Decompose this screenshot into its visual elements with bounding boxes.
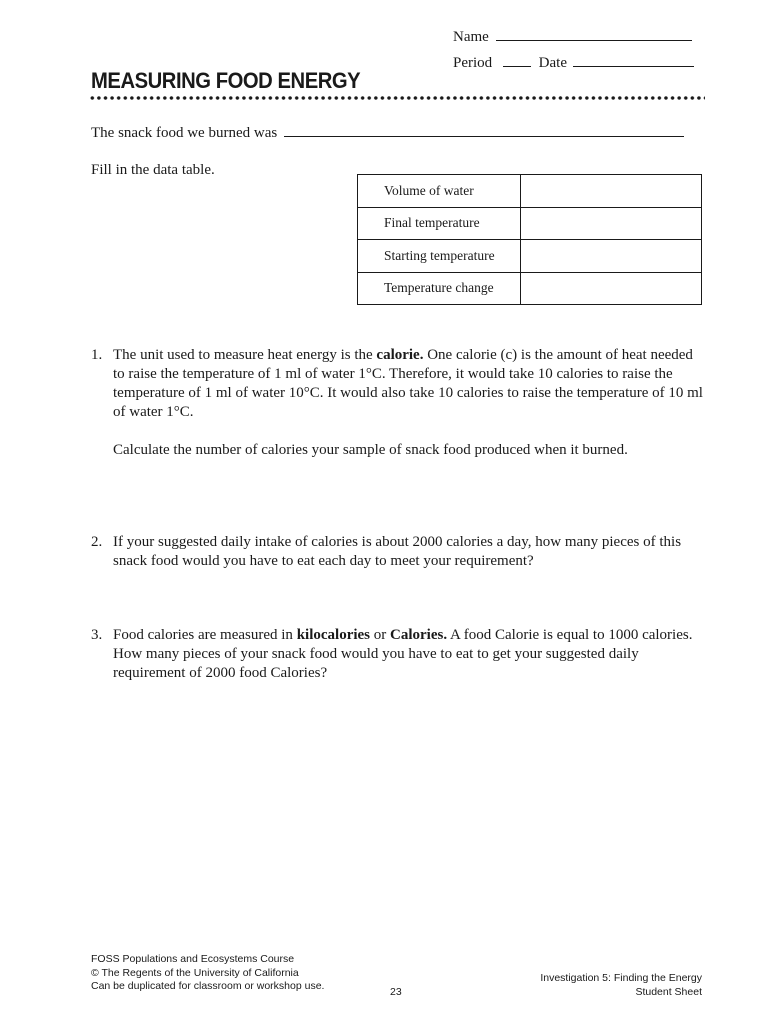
row-value-cell[interactable] bbox=[521, 240, 702, 273]
row-label: Volume of water bbox=[358, 175, 521, 208]
page-number: 23 bbox=[390, 986, 402, 998]
question-number: 1. bbox=[91, 347, 103, 363]
name-blank[interactable] bbox=[496, 27, 692, 41]
question-1 bbox=[91, 346, 703, 460]
period-blank[interactable] bbox=[503, 53, 531, 67]
table-row bbox=[358, 272, 702, 305]
footer-investigation: Investigation 5: Finding the Energy bbox=[540, 972, 702, 984]
footer-sheet-type: Student Sheet bbox=[635, 985, 702, 998]
table-row bbox=[358, 175, 702, 208]
period-date-row bbox=[453, 53, 694, 72]
row-label: Starting temperature bbox=[358, 240, 521, 273]
question-text: The unit used to measure heat energy is the calorie. One calorie (c) is the amount of heat needed to raise the temperature of 1 ml of water 1°C. Therefore, it would take 10 calories to raise the temperature of 1 ml of water 10°C. It would also take 10 calories to raise the temperature of 10 ml of water 1°C. bbox=[113, 347, 703, 420]
dotted-divider bbox=[89, 95, 705, 101]
name-field-row bbox=[453, 27, 692, 46]
snack-blank[interactable] bbox=[284, 123, 684, 137]
row-label: Temperature change bbox=[358, 272, 521, 305]
footer-investigation-block bbox=[540, 972, 702, 999]
row-label: Final temperature bbox=[358, 207, 521, 240]
table-row bbox=[358, 207, 702, 240]
period-label: Period bbox=[453, 55, 493, 71]
question-number: 3. bbox=[91, 627, 103, 643]
footer-permission: Can be duplicated for classroom or workshop use. bbox=[91, 980, 325, 992]
row-value-cell[interactable] bbox=[521, 207, 702, 240]
footer-credits bbox=[91, 953, 324, 994]
question-text: If your suggested daily intake of calories is about 2000 calories a day, how many pieces of this snack food would you have to eat each day to meet your requirement? bbox=[113, 534, 682, 569]
name-label: Name bbox=[453, 29, 489, 45]
row-value-cell[interactable] bbox=[521, 272, 702, 305]
question-followup: Calculate the number of calories your sample of snack food produced when it burned. bbox=[113, 442, 628, 458]
snack-prompt-row bbox=[91, 123, 684, 143]
question-number: 2. bbox=[91, 534, 103, 550]
table-row bbox=[358, 240, 702, 273]
question-text: Food calories are measured in kilocalories or Calories. A food Calorie is equal to 1000 calories. How many pieces of your snack food would you have to eat to get your suggested daily requirement of 2000 food Calories? bbox=[113, 627, 693, 681]
footer-course: FOSS Populations and Ecosystems Course bbox=[91, 953, 295, 965]
question-2 bbox=[91, 533, 703, 571]
data-table bbox=[357, 174, 702, 305]
table-intro: Fill in the data table. bbox=[91, 162, 215, 178]
date-label: Date bbox=[538, 55, 567, 71]
page-title: MEASURING FOOD ENERGY bbox=[91, 68, 361, 93]
footer-copyright: © The Regents of the University of California bbox=[91, 966, 299, 979]
row-value-cell[interactable] bbox=[521, 175, 702, 208]
question-3 bbox=[91, 626, 703, 683]
snack-prompt-label: The snack food we burned was bbox=[91, 125, 278, 141]
date-blank[interactable] bbox=[573, 53, 694, 67]
